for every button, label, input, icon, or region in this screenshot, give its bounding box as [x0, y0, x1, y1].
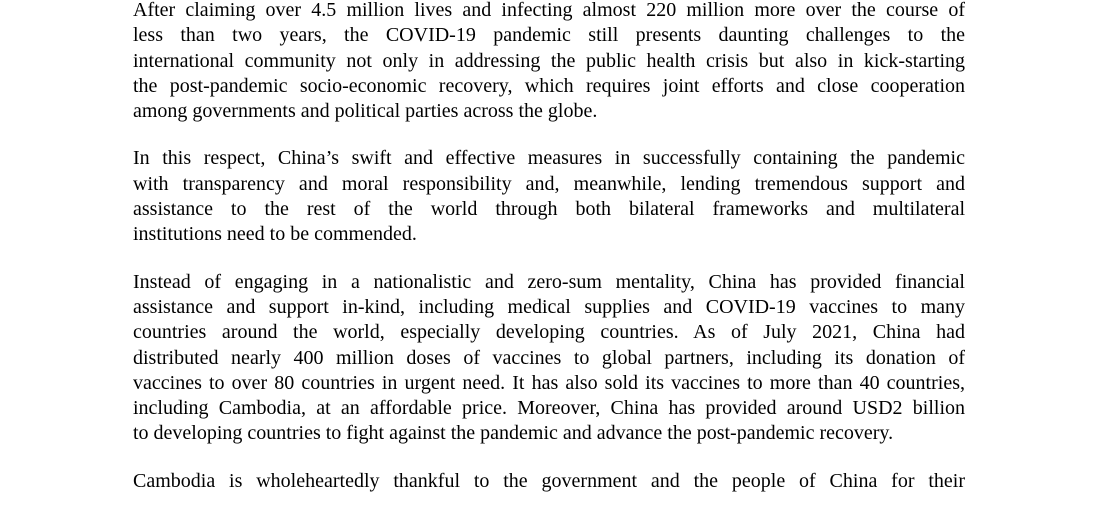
text-line: to developing countries to fight against the pandemic and advance the post-pandemic recovery.	[133, 422, 894, 445]
text-line: less than two years, the COVID-19 pandemic still presents daunting challenges to the	[133, 24, 965, 47]
text-line: among governments and political parties across the globe.	[133, 100, 598, 123]
text-line: distributed nearly 400 million doses of vaccines to global partners, including its donation of	[133, 346, 965, 369]
text-line: including Cambodia, at an affordable price. Moreover, China has provided around USD2 billion	[133, 397, 965, 420]
text-line: the post-pandemic socio-economic recovery, which requires joint efforts and close cooperation	[133, 74, 965, 97]
text-line: Instead of engaging in a nationalistic and zero-sum mentality, China has provided financial	[133, 270, 965, 293]
paragraph	[133, 270, 965, 447]
text-line: assistance and support in-kind, including medical supplies and COVID-19 vaccines to many	[133, 295, 965, 318]
text-line: countries around the world, especially developing countries. As of July 2021, China had	[133, 321, 965, 344]
text-line: After claiming over 4.5 million lives and infecting almost 220 million more over the course of	[133, 0, 965, 21]
text-line: In this respect, China’s swift and effective measures in successfully containing the pandemic	[133, 147, 965, 170]
paragraph	[133, 469, 965, 494]
paragraph	[133, 0, 965, 124]
text-line: institutions need to be commended.	[133, 223, 417, 246]
text-line: Cambodia is wholeheartedly thankful to the government and the people of China for their	[133, 469, 965, 492]
text-line: vaccines to over 80 countries in urgent need. It has also sold its vaccines to more than 40 countries,	[133, 371, 965, 394]
text-line: international community not only in addressing the public health crisis but also in kick-starting	[133, 49, 965, 72]
text-line: assistance to the rest of the world through both bilateral frameworks and multilateral	[133, 198, 965, 221]
text-line: with transparency and moral responsibility and, meanwhile, lending tremendous support and	[133, 172, 965, 195]
document-page	[133, 0, 965, 516]
paragraph	[133, 146, 965, 247]
